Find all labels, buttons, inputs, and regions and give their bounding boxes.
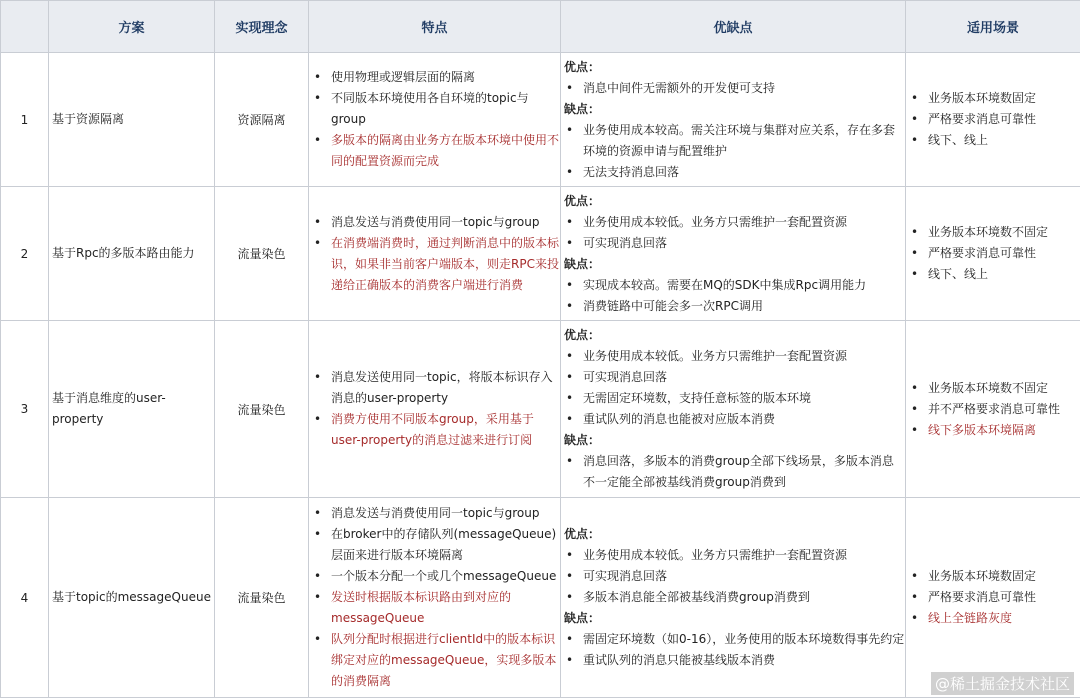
list-item: • 实现成本较高。需要在MQ的SDK中集成Rpc调用能力 bbox=[561, 275, 905, 296]
list-item: • 重试队列的消息只能被基线版本消费 bbox=[561, 650, 905, 671]
features-list bbox=[309, 67, 560, 172]
pros-label: 优点： bbox=[564, 527, 601, 541]
plan-name: 基于资源隔离 bbox=[49, 53, 215, 187]
list-item: • 消息发送使用同一topic，将版本标识存入消息的user-property bbox=[309, 367, 560, 409]
cons-list bbox=[561, 629, 905, 671]
header-features: 特点 bbox=[309, 1, 561, 53]
table-row bbox=[1, 187, 1080, 321]
pros-cons-content bbox=[561, 191, 905, 317]
list-item: • 线下多版本环境隔离 bbox=[906, 420, 1080, 441]
pros-list bbox=[561, 346, 905, 430]
list-item: • 业务版本环境数固定 bbox=[906, 566, 1080, 587]
list-item: • 业务版本环境数不固定 bbox=[906, 378, 1080, 399]
concept: 流量染色 bbox=[215, 498, 309, 698]
row-index: 4 bbox=[1, 498, 49, 698]
scenarios-list bbox=[906, 378, 1080, 441]
features-list bbox=[309, 503, 560, 692]
list-item: • 业务使用成本较低。业务方只需维护一套配置资源 bbox=[561, 346, 905, 367]
pros-list bbox=[561, 212, 905, 254]
list-item: • 消息发送与消费使用同一topic与group bbox=[309, 503, 560, 524]
list-item: • 业务使用成本较低。业务方只需维护一套配置资源 bbox=[561, 545, 905, 566]
list-item: • 消费链路中可能会多一次RPC调用 bbox=[561, 296, 905, 317]
scenarios-list bbox=[906, 88, 1080, 151]
header-concept: 实现理念 bbox=[215, 1, 309, 53]
header-row bbox=[1, 1, 1080, 53]
list-item: • 并不严格要求消息可靠性 bbox=[906, 399, 1080, 420]
concept: 资源隔离 bbox=[215, 53, 309, 187]
header-index bbox=[1, 1, 49, 53]
pros-label: 优点： bbox=[564, 328, 601, 342]
plan-name: 基于topic的messageQueue bbox=[49, 498, 215, 698]
table-row bbox=[1, 321, 1080, 498]
features-cell bbox=[309, 187, 561, 321]
pros-cons-cell bbox=[561, 187, 906, 321]
features-list bbox=[309, 367, 560, 451]
list-item: • 严格要求消息可靠性 bbox=[906, 109, 1080, 130]
row-index: 1 bbox=[1, 53, 49, 187]
pros-label: 优点： bbox=[564, 193, 601, 208]
concept: 流量染色 bbox=[215, 321, 309, 498]
list-item: • 严格要求消息可靠性 bbox=[906, 243, 1080, 264]
list-item: • 消息中间件无需额外的开发便可支持 bbox=[561, 78, 905, 99]
pros-cons-content bbox=[561, 524, 905, 671]
list-item: • 在消费端消费时，通过判断消息中的版本标识，如果非当前客户端版本，则走RPC来投递给正确版本的消费客户端进行消费 bbox=[309, 233, 560, 296]
list-item: • 线下、线上 bbox=[906, 264, 1080, 285]
cons-label: 缺点： bbox=[564, 256, 601, 271]
pros-cons-cell bbox=[561, 498, 906, 698]
list-item: • 在broker中的存储队列(messageQueue)层面来进行版本环境隔离 bbox=[309, 524, 560, 566]
plan-name: 基于消息维度的user-property bbox=[49, 321, 215, 498]
scenarios-list bbox=[906, 222, 1080, 285]
list-item: • 可实现消息回落 bbox=[561, 233, 905, 254]
scenarios-cell bbox=[906, 321, 1080, 498]
pros-cons-content bbox=[561, 57, 905, 183]
pros-label: 优点： bbox=[564, 59, 601, 74]
cons-label: 缺点： bbox=[564, 101, 601, 116]
cons-label: 缺点： bbox=[564, 611, 601, 625]
list-item: • 使用物理或逻辑层面的隔离 bbox=[309, 67, 560, 88]
pros-list bbox=[561, 545, 905, 608]
cons-list bbox=[561, 275, 905, 317]
pros-list bbox=[561, 78, 905, 99]
scenarios-cell bbox=[906, 187, 1080, 321]
list-item: • 消费方使用不同版本group，采用基于user-property的消息过滤来进行订阅 bbox=[309, 409, 560, 451]
cons-label: 缺点： bbox=[564, 433, 601, 447]
features-cell bbox=[309, 53, 561, 187]
cons-list bbox=[561, 451, 905, 493]
list-item: • 业务版本环境数固定 bbox=[906, 88, 1080, 109]
list-item: • 严格要求消息可靠性 bbox=[906, 587, 1080, 608]
plan-name: 基于Rpc的多版本路由能力 bbox=[49, 187, 215, 321]
list-item: • 不同版本环境使用各自环境的topic与group bbox=[309, 88, 560, 130]
list-item: • 多版本的隔离由业务方在版本环境中使用不同的配置资源而完成 bbox=[309, 130, 560, 172]
list-item: • 线上全链路灰度 bbox=[906, 608, 1080, 629]
scenarios-cell bbox=[906, 53, 1080, 187]
pros-cons-content bbox=[561, 325, 905, 493]
list-item: • 无法支持消息回落 bbox=[561, 162, 905, 183]
header-pros-cons: 优缺点 bbox=[561, 1, 906, 53]
list-item: • 业务使用成本较高。需关注环境与集群对应关系，存在多套环境的资源申请与配置维护 bbox=[561, 120, 905, 162]
row-index: 3 bbox=[1, 321, 49, 498]
watermark: @稀土掘金技术社区 bbox=[931, 672, 1074, 695]
row-index: 2 bbox=[1, 187, 49, 321]
pros-cons-cell bbox=[561, 53, 906, 187]
cons-list bbox=[561, 120, 905, 183]
header-scenarios: 适用场景 bbox=[906, 1, 1080, 53]
scenarios-list bbox=[906, 566, 1080, 629]
list-item: • 业务使用成本较低。业务方只需维护一套配置资源 bbox=[561, 212, 905, 233]
list-item: • 一个版本分配一个或几个messageQueue bbox=[309, 566, 560, 587]
features-cell bbox=[309, 498, 561, 698]
list-item: • 发送时根据版本标识路由到对应的messageQueue bbox=[309, 587, 560, 629]
features-cell bbox=[309, 321, 561, 498]
list-item: • 可实现消息回落 bbox=[561, 566, 905, 587]
concept: 流量染色 bbox=[215, 187, 309, 321]
list-item: • 消息发送与消费使用同一topic与group bbox=[309, 212, 560, 233]
table-row bbox=[1, 498, 1080, 698]
list-item: • 重试队列的消息也能被对应版本消费 bbox=[561, 409, 905, 430]
list-item: • 需固定环境数（如0-16），业务使用的版本环境数得事先约定 bbox=[561, 629, 905, 650]
list-item: • 可实现消息回落 bbox=[561, 367, 905, 388]
scenarios-cell bbox=[906, 498, 1080, 698]
list-item: • 线下、线上 bbox=[906, 130, 1080, 151]
list-item: • 队列分配时根据进行clientId中的版本标识绑定对应的messageQueue，实现多版本的消费隔离 bbox=[309, 629, 560, 692]
header-plan: 方案 bbox=[49, 1, 215, 53]
features-list bbox=[309, 212, 560, 296]
list-item: • 消息回落，多版本的消费group全部下线场景，多版本消息不一定能全部被基线消费group消费到 bbox=[561, 451, 905, 493]
table-row bbox=[1, 53, 1080, 187]
list-item: • 多版本消息能全部被基线消费group消费到 bbox=[561, 587, 905, 608]
list-item: • 业务版本环境数不固定 bbox=[906, 222, 1080, 243]
list-item: • 无需固定环境数，支持任意标签的版本环境 bbox=[561, 388, 905, 409]
pros-cons-cell bbox=[561, 321, 906, 498]
